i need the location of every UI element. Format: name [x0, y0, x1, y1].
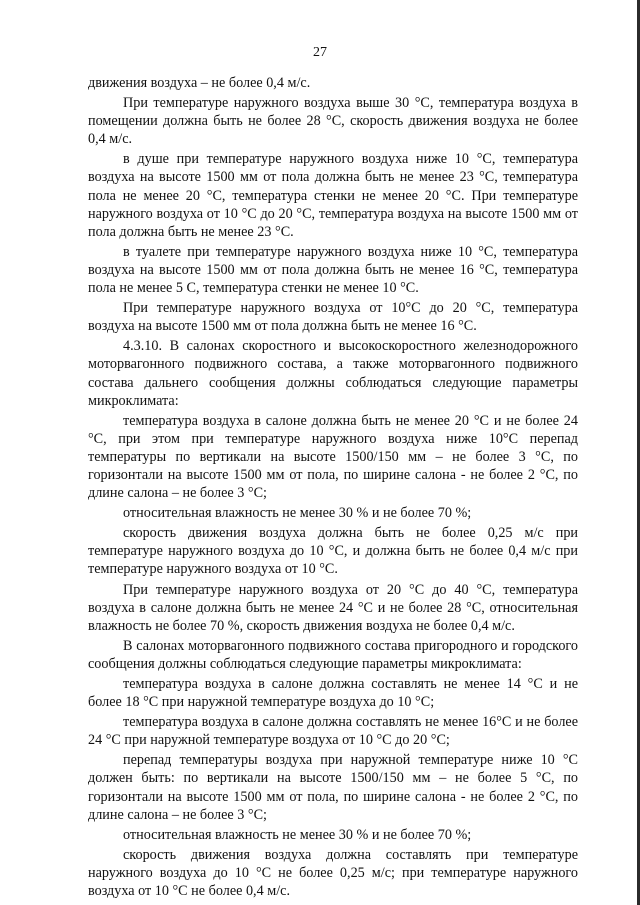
paragraph: температура воздуха в салоне должна быть не менее 20 °С и не более 24 °С, при этом при температуре наружного воздуха ниже 10°С перепад температуры по вертикали на высоте 1500/150 мм – не более 3 °С, по горизонтали на высоте 1500 мм от пола, по ширине салона - не более 2 °С, по длине салона – не более 3 °С;: [88, 412, 578, 502]
document-body: [88, 74, 578, 902]
paragraph: В салонах моторвагонного подвижного состава пригородного и городского сообщения должны соблюдаться следующие параметры микроклимата:: [88, 637, 578, 672]
paragraph: температура воздуха в салоне должна составлять не менее 14 °С и не более 18 °С при наружной температуре воздуха до 10 °С;: [88, 676, 578, 711]
paragraph: При температуре наружного воздуха от 10°С до 20 °С, температура воздуха на высоте 1500 мм от пола должна быть не менее 16 °С.: [88, 300, 578, 335]
paragraph: При температуре наружного воздуха от 20 °С до 40 °С, температура воздуха в салоне должна быть не менее 24 °С и не более 28 °С, относительная влажность не более 70 %, скорость движения воздуха не более 0,4 м/с.: [88, 581, 578, 634]
paragraph: относительная влажность не менее 30 % и не более 70 %;: [123, 505, 472, 522]
paragraph: температура воздуха в салоне должна составлять не менее 16°С и не более 24 °С при наружной температуре воздуха от 10 °С до 20 °С;: [88, 714, 578, 749]
paragraph: скорость движения воздуха должна составлять при температуре наружного воздуха до 10 °С не более 0,25 м/с; при температуре наружного воздуха от 10 °С не более 0,4 м/с.: [88, 846, 578, 900]
paragraph: скорость движения воздуха должна быть не более 0,25 м/с при температуре наружного воздуха до 10 °С, и должна быть не более 0,4 м/с при температуре наружного воздуха от 10 °С.: [88, 525, 578, 578]
paragraph: в туалете при температуре наружного воздуха ниже 10 °С, температура воздуха на высоте 1500 мм от пола должна быть не менее 16 °С, температура пола не менее 5 С, температура стенки не менее 10 °С.: [88, 243, 578, 297]
paragraph: 4.3.10. В салонах скоростного и высокоскоростного железнодорожного моторвагонного подвижного состава, а также моторвагонного подвижного состава дальнего сообщения должны соблюдаться следующие параметры микроклимата:: [88, 338, 578, 409]
paragraph: движения воздуха – не более 0,4 м/с.: [88, 75, 311, 91]
page-number: 27: [313, 45, 327, 60]
paragraph: в душе при температуре наружного воздуха ниже 10 °С, температура воздуха на высоте 1500 мм от пола должна быть не менее 23 °С, температура пола не менее 20 °С, температура стенки не менее 20 °С. При температуре наружного воздуха от 10 °С до 20 °С, температура воздуха на высоте 1500 мм от пола должна быть не менее 23 °С.: [88, 151, 578, 240]
paragraph: относительная влажность не менее 30 % и не более 70 %;: [123, 826, 472, 843]
paragraph: При температуре наружного воздуха выше 30 °С, температура воздуха в помещении должна быть не более 28 °С, скорость движения воздуха не более 0,4 м/с.: [88, 95, 578, 148]
paragraph: перепад температуры воздуха при наружной температуре ниже 10 °С должен быть: по вертикали на высоте 1500/150 мм – не более 5 °С, по горизонтали на высоте 1500 мм от пола, по ширине салона - не более 2 °С, по длине салона – не более 3 °С;: [88, 752, 578, 823]
